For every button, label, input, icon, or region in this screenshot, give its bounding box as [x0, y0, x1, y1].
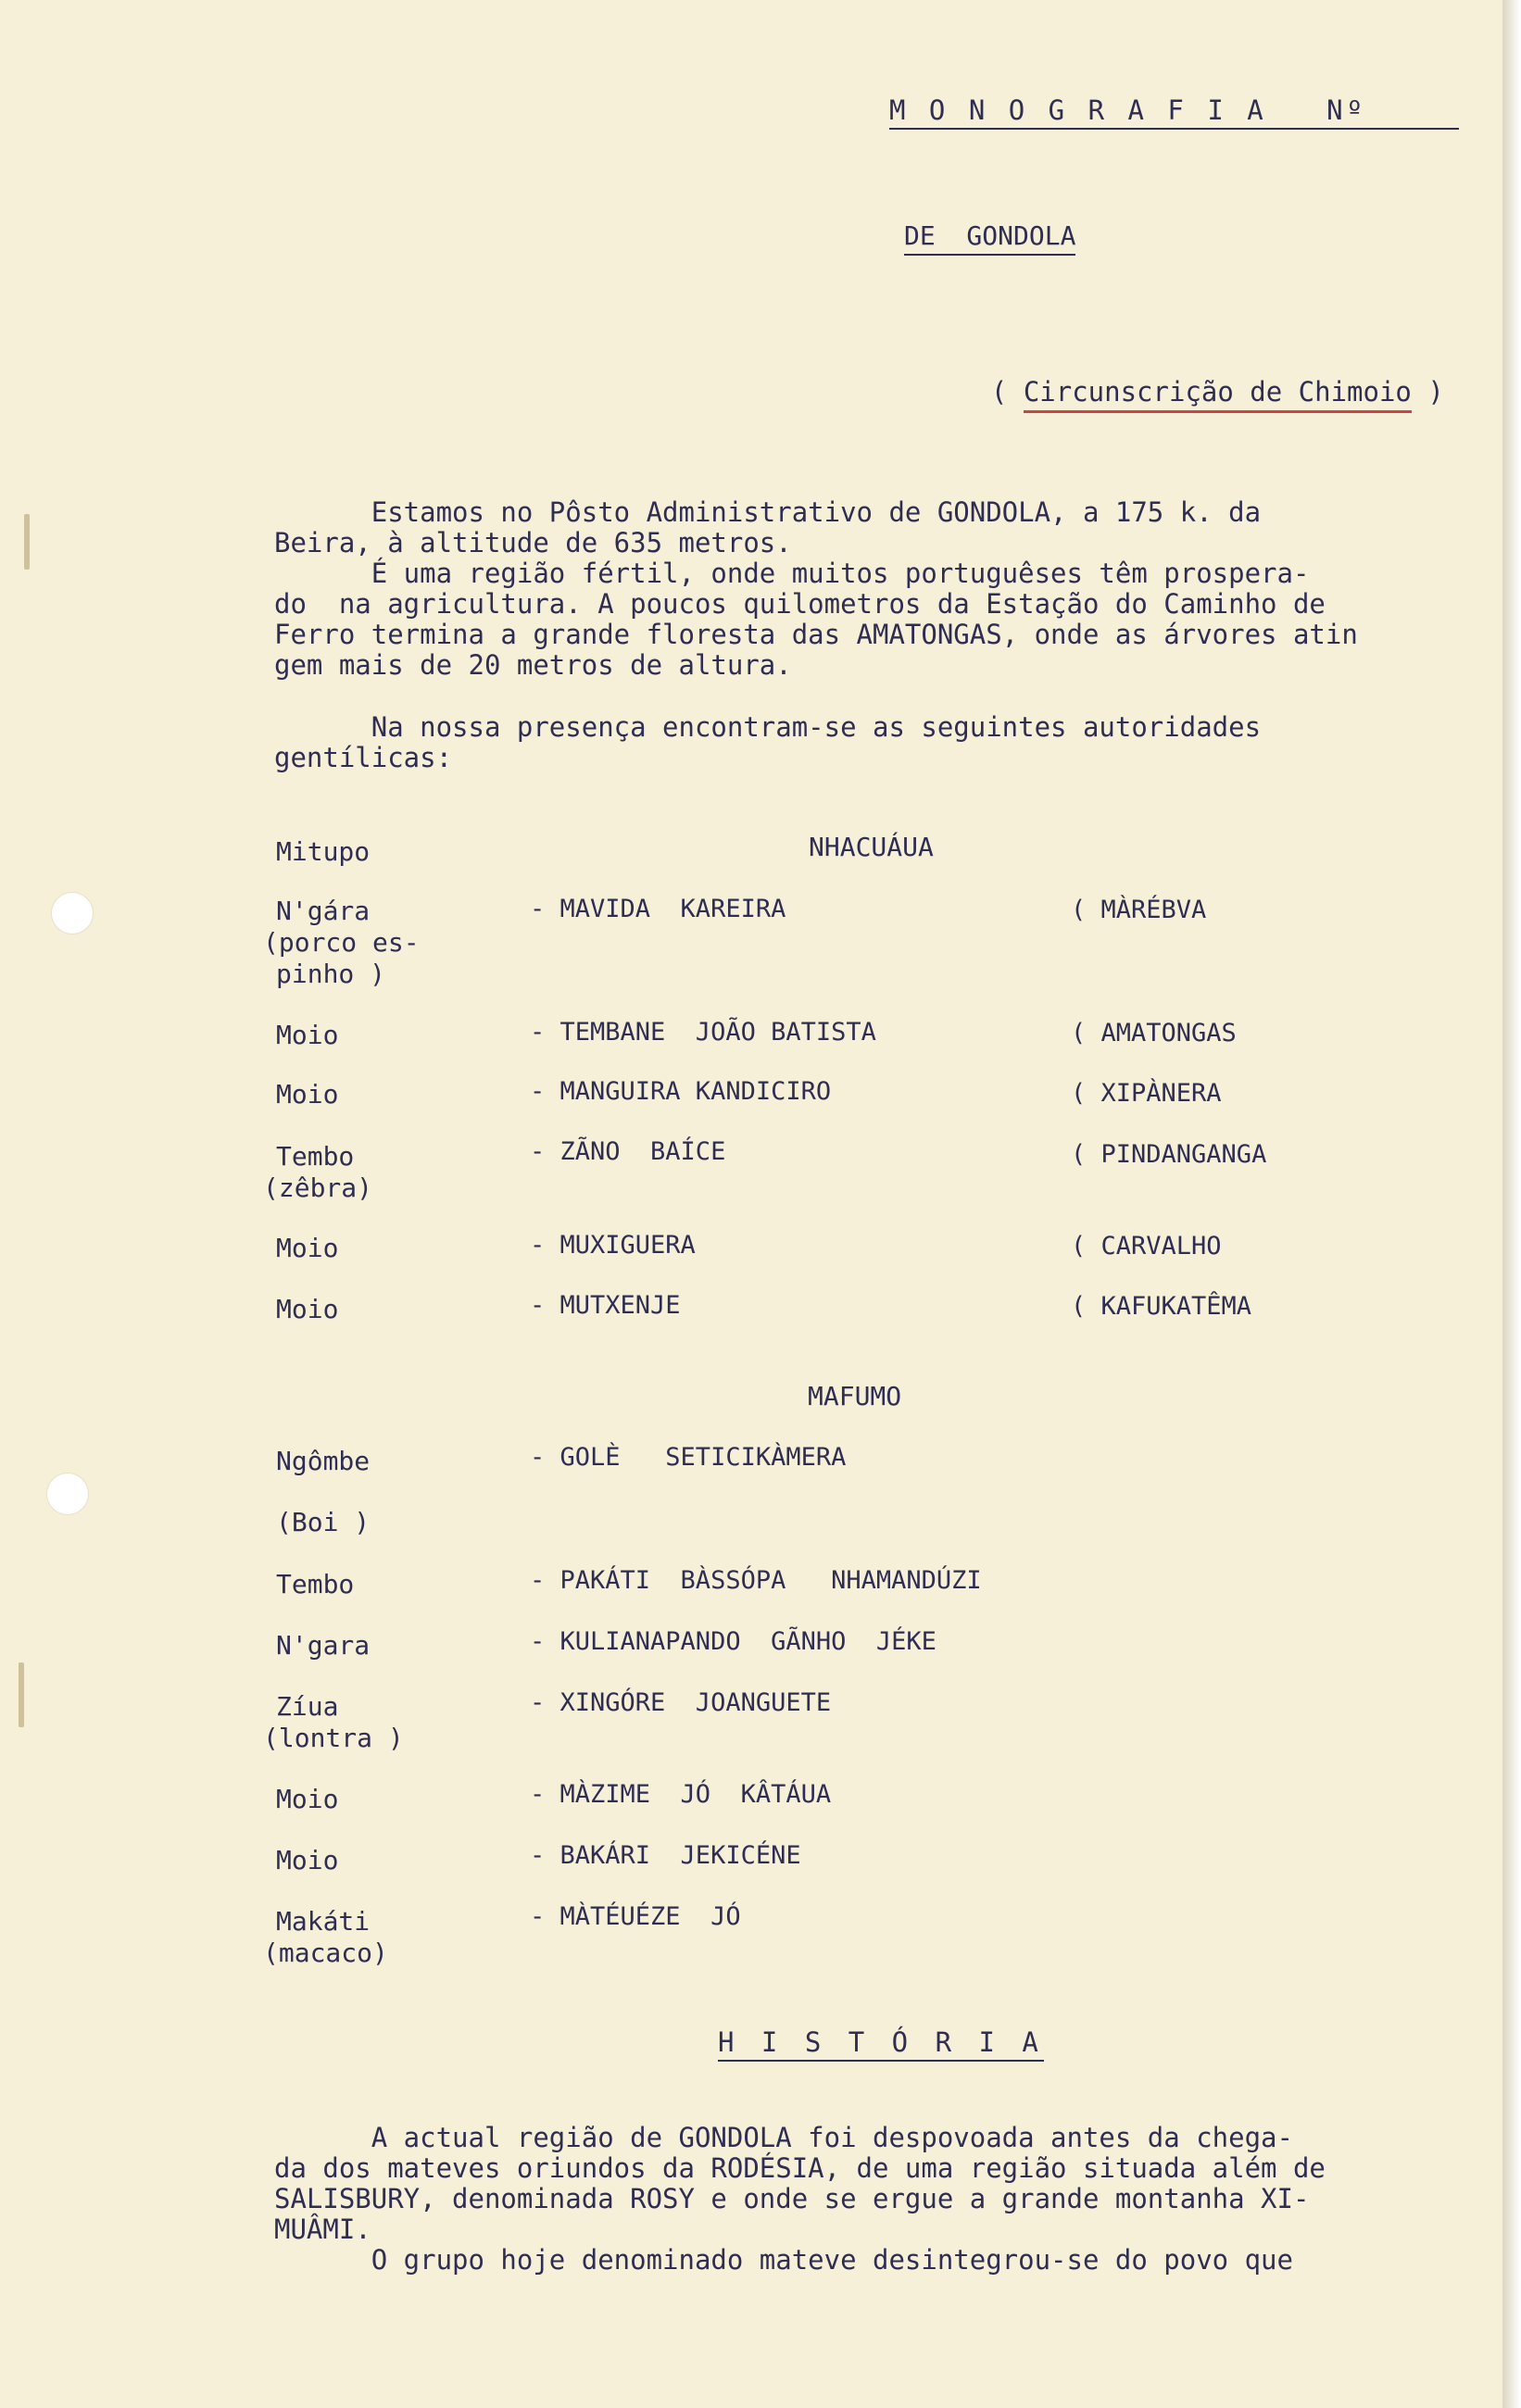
intro-line: Beira, à altitude de 635 metros.: [274, 527, 792, 558]
historia-line: A actual região de GONDOLA foi despovoada antes da chega-: [274, 2122, 1293, 2153]
mitupo-cell: Ngômbe: [276, 1446, 371, 1476]
mitupo-cell: (Boi ): [276, 1507, 371, 1537]
intro-line: do na agricultura. A poucos quilometros da Estação do Caminho de: [274, 588, 1326, 620]
mitupo-cell: Moio: [276, 1845, 339, 1875]
historia-line: MUÂMI.: [274, 2214, 371, 2245]
rust-stain: [24, 514, 30, 570]
authority-name: - MUTXENJE: [530, 1291, 681, 1320]
authority-name: - TEMBANE JOÃO BATISTA: [530, 1018, 876, 1047]
intro-line: Ferro termina a grande floresta das AMATONGAS, onde as árvores atin: [274, 619, 1358, 650]
authorities-line: Na nossa presença encontram-se as seguintes autoridades: [274, 711, 1262, 743]
mitupo-cell: Moio: [276, 1020, 339, 1050]
historia-line: O grupo hoje denominado mateve desintegrou-se do povo que: [274, 2244, 1293, 2276]
punch-hole-top: [51, 892, 94, 934]
authority-name: - ZÃNO BAÍCE: [530, 1137, 726, 1166]
authority-name: - XINGÓRE JOANGUETE: [530, 1688, 832, 1717]
mitupo-cell: Moio: [276, 1233, 339, 1263]
authority-name: - MÀTÉUÉZE JÓ: [530, 1902, 741, 1931]
authority-place: ( MÀRÉBVA: [1071, 896, 1207, 924]
intro-line: É uma região fértil, onde muitos portuguêses têm prospera-: [274, 558, 1310, 589]
authority-name: - KULIANAPANDO GÃNHO JÉKE: [530, 1627, 936, 1656]
mitupo-cell: Tembo: [276, 1569, 355, 1599]
page-edge: [1502, 0, 1521, 2408]
mitupo-column-label: Mitupo: [276, 836, 371, 867]
rust-stain: [19, 1662, 24, 1727]
authority-name: - MAVIDA KAREIRA: [530, 895, 786, 923]
subtitle-close: ): [1411, 376, 1444, 408]
authority-place: ( CARVALHO: [1071, 1232, 1222, 1260]
intro-line: Estamos no Pôsto Administrativo de GONDOLA, a 175 k. da: [274, 496, 1262, 528]
mitupo-cell: Moio: [276, 1294, 339, 1324]
group-title-mafumo: MAFUMO: [808, 1381, 902, 1411]
punch-hole-bottom: [46, 1473, 89, 1515]
authority-name: - GOLÈ SETICIKÀMERA: [530, 1443, 847, 1472]
mitupo-cell: pinho ): [276, 959, 386, 989]
mitupo-cell: Makáti: [276, 1906, 371, 1937]
mitupo-cell: (lontra ): [263, 1723, 404, 1753]
authority-name: - BAKÁRI JEKICÉNE: [530, 1841, 801, 1870]
subtitle-district: Circunscrição de Chimoio: [1024, 376, 1412, 413]
group-title-nhacuaua: NHACUÁUA: [809, 832, 934, 862]
authority-place: ( KAFUKATÊMA: [1071, 1292, 1252, 1321]
mitupo-cell: Moio: [276, 1079, 339, 1110]
mitupo-cell: Tembo: [276, 1141, 355, 1172]
authority-place: ( AMATONGAS: [1071, 1019, 1237, 1047]
historia-line: SALISBURY, denominada ROSY e onde se ergue a grande montanha XI-: [274, 2183, 1310, 2214]
authority-place: ( XIPÀNERA: [1071, 1079, 1222, 1108]
mitupo-cell: N'gara: [276, 1630, 371, 1661]
mitupo-cell: Zíua: [276, 1691, 339, 1722]
monografia-heading: M O N O G R A F I A Nº: [889, 94, 1459, 130]
authority-place: ( PINDANGANGA: [1071, 1140, 1267, 1169]
authority-name: - PAKÁTI BÀSSÓPA NHAMANDÚZI: [530, 1566, 982, 1595]
mitupo-cell: N'gára: [276, 896, 371, 926]
subtitle-open: (: [990, 376, 1024, 408]
mitupo-cell: Moio: [276, 1784, 339, 1814]
authorities-line: gentílicas:: [274, 742, 453, 773]
subtitle-line: [959, 345, 1444, 408]
mitupo-cell: (porco es-: [263, 927, 420, 958]
historia-line: da dos mateves oriundos da RODÉSIA, de uma região situada além de: [274, 2152, 1326, 2184]
authority-name: - MÀZIME JÓ KÂTÁUA: [530, 1780, 832, 1809]
intro-line: gem mais de 20 metros de altura.: [274, 649, 792, 681]
historia-heading: H I S T Ó R I A: [718, 2026, 1044, 2062]
mitupo-cell: (macaco): [263, 1938, 388, 1968]
mitupo-cell: (zêbra): [263, 1173, 373, 1203]
authority-name: - MANGUIRA KANDICIRO: [530, 1077, 832, 1106]
authority-name: - MUXIGUERA: [530, 1231, 696, 1260]
document-title: DE GONDOLA: [904, 220, 1075, 256]
